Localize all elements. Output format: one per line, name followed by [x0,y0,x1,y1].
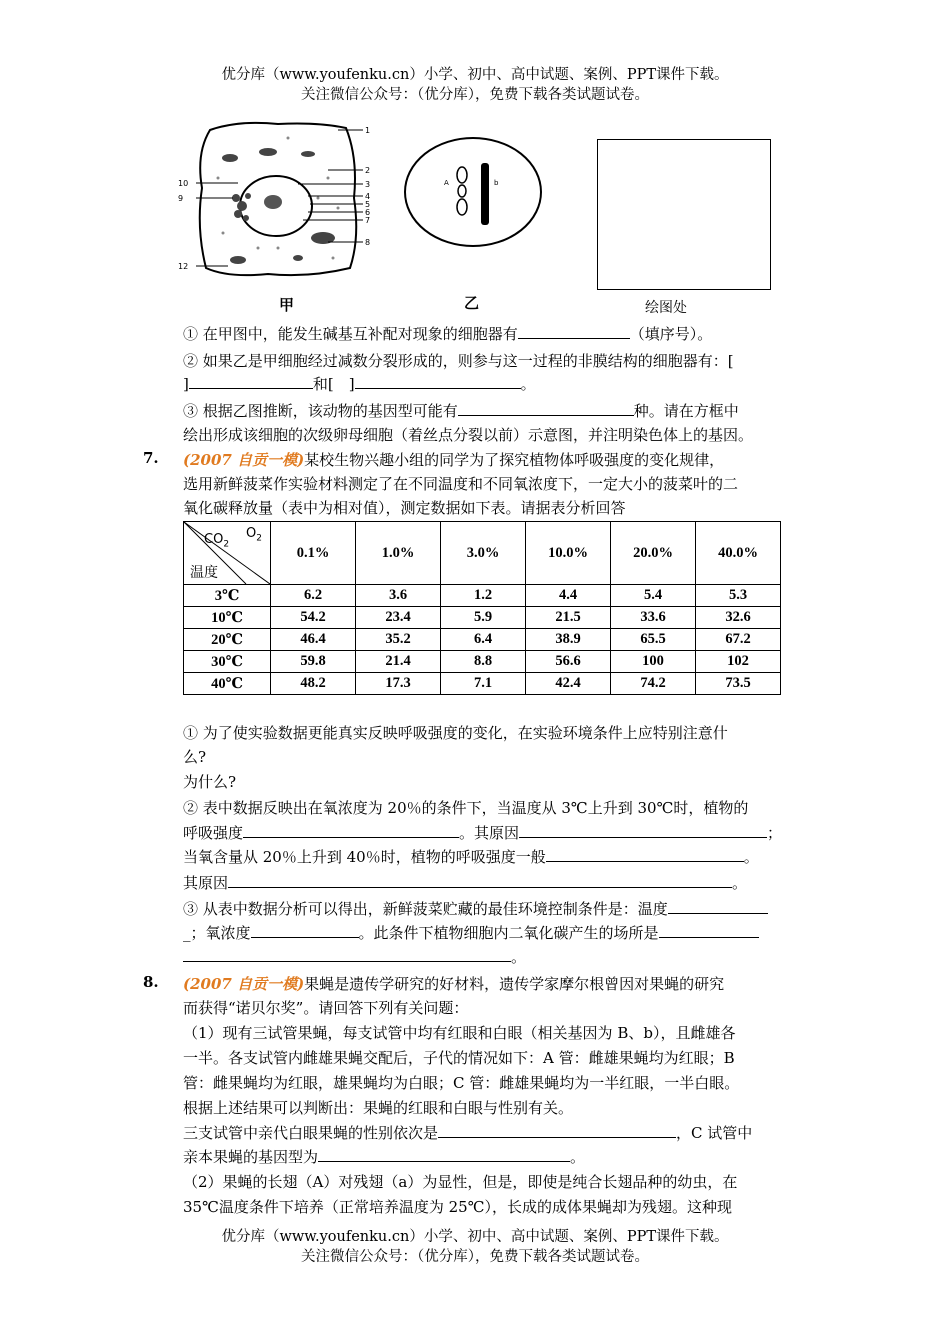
cell-number-label: 9 [178,194,184,203]
column-header: 1.0% [356,522,441,585]
drawing-area-label: 绘图处 [645,300,687,316]
q7-part2-cont [183,822,782,844]
table-cell: 38.9 [526,629,611,651]
q7-part1-why: 为什么? [183,773,237,791]
table-row [184,585,781,607]
q6-part3 [183,400,739,422]
q8-question-text: 三支试管中亲代白眼果蝇的性别依次是 [183,1124,439,1142]
q8-part1-line1: （1）现有三试管果蝇，每支试管中均有红眼和白眼（相关基因为 B、b），且雌雄各 [183,1024,736,1042]
period: 。 [520,375,536,393]
q7-part1-cont: 么? [183,748,207,766]
q7-part2-line4 [183,872,747,894]
q7-text: 某校生物兴趣小组的同学为了探究植物体呼吸强度的变化规律， [304,451,725,469]
table-row [184,673,781,695]
q7-part3-site: 。此条件下植物细胞内二氧化碳产生的场所是 [358,924,659,942]
chromosome-label: A [444,179,449,187]
cell-number-label: 5 [365,200,371,209]
table-row [184,629,781,651]
header-line-1: 优分库（www.youfenku.cn）小学、初中、高中试题、案例、PPT课件下载。 [221,67,729,83]
q6-part3-text: ③ 根据乙图推断，该动物的基因型可能有 [183,402,458,420]
cell-number-label: 12 [178,262,189,271]
table-row [184,607,781,629]
column-header: 3.0% [441,522,526,585]
table-cell: 5.3 [696,585,781,607]
chromosome-label: b [494,179,499,187]
table-cell: 8.8 [441,651,526,673]
q7-part3-oxygen: _；氧浓度 [183,924,251,942]
table-cell: 48.2 [271,673,356,695]
table-cell: 6.4 [441,629,526,651]
cell-number-label: 2 [365,166,371,175]
answer-blank[interactable] [318,1146,570,1162]
table-cell: 74.2 [611,673,696,695]
answer-blank[interactable] [251,922,359,938]
table-cell: 102 [696,651,781,673]
answer-blank[interactable] [659,922,759,938]
q7-part2: ② 表中数据反映出在氧浓度为 20％的条件下，当温度从 3℃上升到 30℃时，植物的 [183,799,749,817]
table-cell: 21.4 [356,651,441,673]
table-cell: 17.3 [356,673,441,695]
answer-blank[interactable] [189,373,313,389]
row-temp: 40℃ [184,673,271,695]
period: 。 [732,874,748,892]
question-number-7: 7. [143,449,159,467]
cell-number-label: 8 [365,238,371,247]
q6-part2: ② 如果乙是甲细胞经过减数分裂形成的，则参与这一过程的非膜结构的细胞器有：[ [183,352,734,370]
corner-co2-label: $CO_2$ [204,532,230,550]
q8-text: 果蝇是遗传学研究的好材料，遗传学家摩尔根曾因对果蝇的研究 [304,975,725,993]
answer-blank[interactable] [228,872,732,888]
column-header: 20.0% [611,522,696,585]
q6-part2-and: 和[ ] [312,375,355,393]
row-temp: 30℃ [184,651,271,673]
answer-blank[interactable] [546,846,744,862]
table-cell: 100 [611,651,696,673]
figure-label-jia: 甲 [279,296,295,314]
q6-part1-suffix: （填序号）。 [629,325,713,343]
cell-number-label: 6 [365,208,371,217]
column-header: 10.0% [526,522,611,585]
column-header: 0.1% [271,522,356,585]
q7-intro-2: 选用新鲜菠菜作实验材料测定了在不同温度和不同氧浓度下，一定大小的菠菜叶的二 [183,475,739,493]
q6-part1-text: ① 在甲图中，能发生碱基互补配对现象的细胞器有 [183,325,518,343]
table-row [184,651,781,673]
respiration-data-table [183,521,781,695]
q8-part1-line3: 管：雌果蝇均为红眼，雄果蝇均为白眼；C 管：雌雄果蝇均为一半红眼，一半白眼。 [183,1074,740,1092]
table-cell: 5.9 [441,607,526,629]
q7-part1: ① 为了使实验数据更能真实反映呼吸强度的变化，在实验环境条件上应特别注意什 [183,724,728,742]
row-temp: 20℃ [184,629,271,651]
table-cell: 33.6 [611,607,696,629]
q7-intro-1 [183,449,724,471]
cell-number-label: 4 [365,192,371,201]
cell-diagram-jia [178,118,378,283]
q8-part1-line2: 一半。各支试管内雌雄果蝇交配后，子代的情况如下：A 管：雌雄果蝇均为红眼；B [183,1049,735,1067]
figure-label-yi: 乙 [464,294,480,312]
table-cell: 56.6 [526,651,611,673]
table-cell: 32.6 [696,607,781,629]
q8-part2-line1: （2）果蝇的长翅（A）对残翅（a）为显性，但是，即使是纯合长翅品种的幼虫，在 [183,1173,738,1191]
q7-part3 [183,898,768,920]
cell-diagram-yi [402,135,544,250]
column-header: 40.0% [696,522,781,585]
q7-part2-text: 呼吸强度 [183,824,244,842]
corner-o2-label: $O_2$ [246,526,262,544]
q8-source: (2007 自贡一模) [183,975,305,993]
table-cell: 73.5 [696,673,781,695]
q6-part3-cont: 绘出形成该细胞的次级卵母细胞（着丝点分裂以前）示意图，并注明染色体上的基因。 [183,426,754,444]
cell-number-label: 3 [365,180,371,189]
q8-part1-line5 [183,1122,752,1144]
table-cell: 1.2 [441,585,526,607]
table-cell: 42.4 [526,673,611,695]
q8-genotype-text: 亲本果蝇的基因型为 [183,1148,319,1166]
q7-source: (2007 自贡一模) [183,451,305,469]
question-number-8: 8. [143,973,159,991]
cell-number-label: 1 [365,126,371,135]
corner-temp-label: 温度 [190,565,218,581]
row-temp: 10℃ [184,607,271,629]
header-line-2: 关注微信公众号：（优分库），免费下载各类试题试卷。 [301,87,649,103]
q8-intro-2: 而获得“诺贝尔奖”。请回答下列有关问题： [183,999,469,1017]
table-header-row [184,522,781,585]
table-corner-cell [184,522,271,585]
semicolon: ； [767,824,783,842]
table-cell: 7.1 [441,673,526,695]
q8-intro-1 [183,973,724,995]
table-cell: 67.2 [696,629,781,651]
table-cell: 5.4 [611,585,696,607]
table-cell: 21.5 [526,607,611,629]
q6-part3-suffix: 种。请在方框中 [633,402,739,420]
q6-part2-cont [183,373,536,395]
q6-part1 [183,323,712,345]
drawing-box[interactable] [597,139,771,290]
q7-part2-reason2: 其原因 [183,874,229,892]
q7-part3-cont [183,922,759,944]
table-cell: 46.4 [271,629,356,651]
table-cell: 23.4 [356,607,441,629]
table-cell: 3.6 [356,585,441,607]
q8-part2-line2: 35℃温度条件下培养（正常培养温度为 25℃），长成的成体果蝇却为残翅。这种现 [183,1198,733,1216]
answer-blank[interactable] [458,400,634,416]
bracket: ] [183,375,189,393]
period: 。 [570,1148,586,1166]
answer-blank[interactable] [243,822,459,838]
answer-blank[interactable] [355,373,521,389]
q7-intro-3: 氧化碳释放量（表中为相对值），测定数据如下表。请据表分析回答 [183,499,626,517]
table-cell: 65.5 [611,629,696,651]
table-cell: 4.4 [526,585,611,607]
row-temp: 3℃ [184,585,271,607]
q8-question-suffix: ，C 试管中 [676,1124,753,1142]
table-cell: 35.2 [356,629,441,651]
answer-blank[interactable] [519,822,767,838]
q7-part2-oxygen-text: 当氧含量从 20％上升到 40％时，植物的呼吸强度一般 [183,848,546,866]
answer-blank[interactable] [438,1122,676,1138]
period: 。 [743,848,759,866]
q7-part3-line3 [183,946,526,968]
answer-blank[interactable] [183,946,511,962]
q7-part2-reason: 。其原因 [459,824,520,842]
q7-part3-text: ③ 从表中数据分析可以得出，新鲜菠菜贮藏的最佳环境控制条件是：温度 [183,900,668,918]
period: 。 [511,948,527,966]
answer-blank[interactable] [668,898,768,914]
table-cell: 6.2 [271,585,356,607]
q7-part2-line3 [183,846,759,868]
table-cell: 54.2 [271,607,356,629]
table-cell: 59.8 [271,651,356,673]
answer-blank[interactable] [518,323,630,339]
cell-number-label: 10 [178,179,189,188]
q8-part1-line6 [183,1146,585,1168]
footer-line-2: 关注微信公众号：（优分库），免费下载各类试题试卷。 [301,1249,649,1265]
footer-line-1: 优分库（www.youfenku.cn）小学、初中、高中试题、案例、PPT课件下载。 [221,1229,729,1245]
cell-number-label: 7 [365,216,371,225]
q8-part1-line4: 根据上述结果可以判断出：果蝇的红眼和白眼与性别有关。 [183,1099,574,1117]
